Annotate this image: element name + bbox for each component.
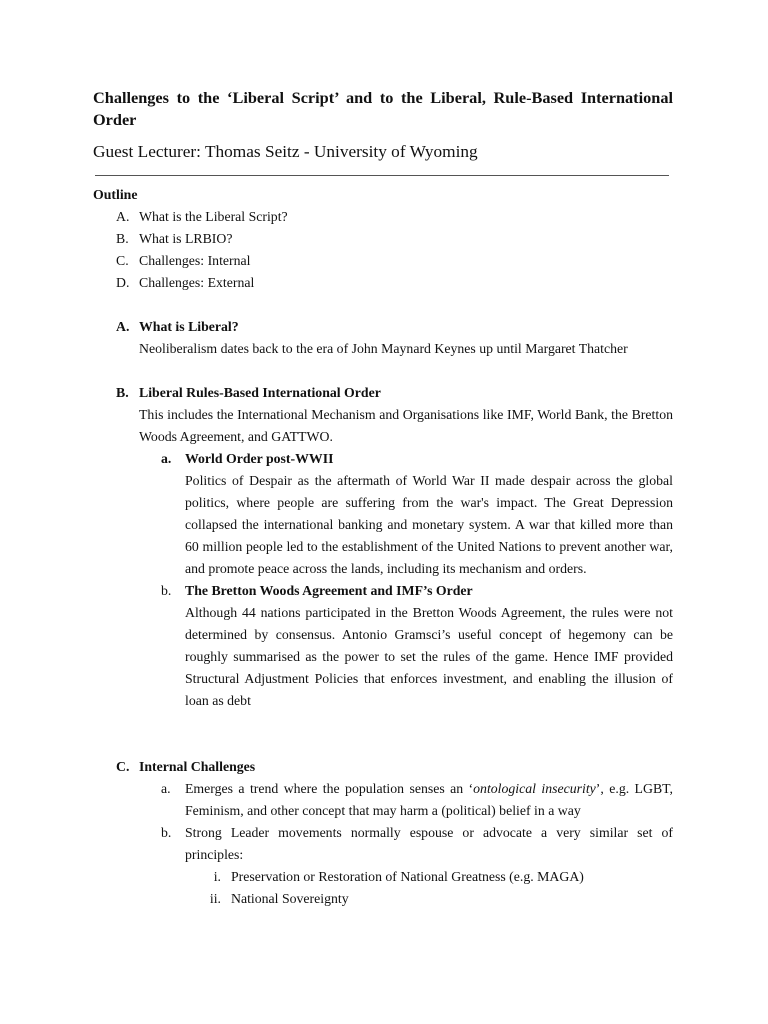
subsection-c-a [139,778,673,822]
section-text: This includes the International Mechanism and Organisations like IMF, World Bank, the Bretton Woods Agreement, and GATTWO. [139,407,673,444]
outline-item [93,206,673,228]
outline-marker: B. [116,231,129,246]
outline-item-text: Challenges: External [139,275,255,290]
subsection-heading: World Order post-WWII [185,451,334,466]
principle-marker: ii. [209,891,221,906]
principle-text: Preservation or Restoration of National Greatness (e.g. MAGA) [231,869,584,884]
subsection-text [185,778,673,822]
section-marker: A. [116,319,130,334]
outline-marker: D. [116,275,130,290]
section-a [93,316,673,360]
outline-item-text: Challenges: Internal [139,253,251,268]
outline-item [93,228,673,250]
text-segment: Emerges a trend where the population senses an ‘ [185,781,474,796]
document-page [93,87,673,910]
principle-marker: i. [213,869,221,884]
outline-item [93,250,673,272]
outline-heading: Outline [93,187,138,202]
section-c [93,756,673,910]
text-segment: ’, e.g. LGBT, Feminism, and other concept that may harm a (political) belief in a way [185,781,674,818]
italic-term: ontological insecurity [473,781,596,796]
section-marker: C. [116,759,130,774]
section-heading: What is Liberal? [139,319,239,334]
subsection-text: Strong Leader movements normally espouse or advocate a very similar set of principles: [185,825,673,862]
principle-item [185,866,673,888]
outline-list [93,206,673,294]
outline-item [93,272,673,294]
document-subtitle: Guest Lecturer: Thomas Seitz - University of Wyoming [93,142,478,161]
outline-marker: A. [116,209,130,224]
principle-text: National Sovereignty [231,891,349,906]
outline-item-text: What is the Liberal Script? [139,209,288,224]
section-marker: B. [116,385,129,400]
subsection-c-b [139,822,673,910]
section-b [93,382,673,712]
principle-item [185,888,673,910]
subsection-text: Politics of Despair as the aftermath of World War II made despair across the global politics, where people are suffering from the war's impact. The Great Depression collapsed the international banking and monetary system. A war that killed more than 60 million people led to the establishment of the United Nations to prevent another war, and promote peace across the lands, including its mechanism and orders. [185,473,673,576]
subsection-b-a [139,448,673,580]
outline-item-text: What is LRBIO? [139,231,233,246]
subsection-marker: a. [161,781,171,796]
subsection-b-b [139,580,673,712]
subsection-marker: a. [161,451,172,466]
document-title: Challenges to the ‘Liberal Script’ and to the Liberal, Rule-Based International Order [93,88,673,129]
subsection-heading: The Bretton Woods Agreement and IMF’s Order [185,583,473,598]
horizontal-rule [95,175,669,176]
subsection-text: Although 44 nations participated in the Bretton Woods Agreement, the rules were not determined by consensus. Antonio Gramsci’s useful concept of hegemony can be roughly summarised as the power to set the rules of the game. Hence IMF provided Structural Adjustment Policies that enforces investment, and enabling the illusion of loan as debt [185,605,673,708]
section-heading: Liberal Rules-Based International Order [139,385,381,400]
outline-marker: C. [116,253,129,268]
subsection-marker: b. [161,583,172,598]
section-text: Neoliberalism dates back to the era of John Maynard Keynes up until Margaret Thatcher [139,341,628,356]
section-heading: Internal Challenges [139,759,256,774]
subsection-marker: b. [161,825,172,840]
